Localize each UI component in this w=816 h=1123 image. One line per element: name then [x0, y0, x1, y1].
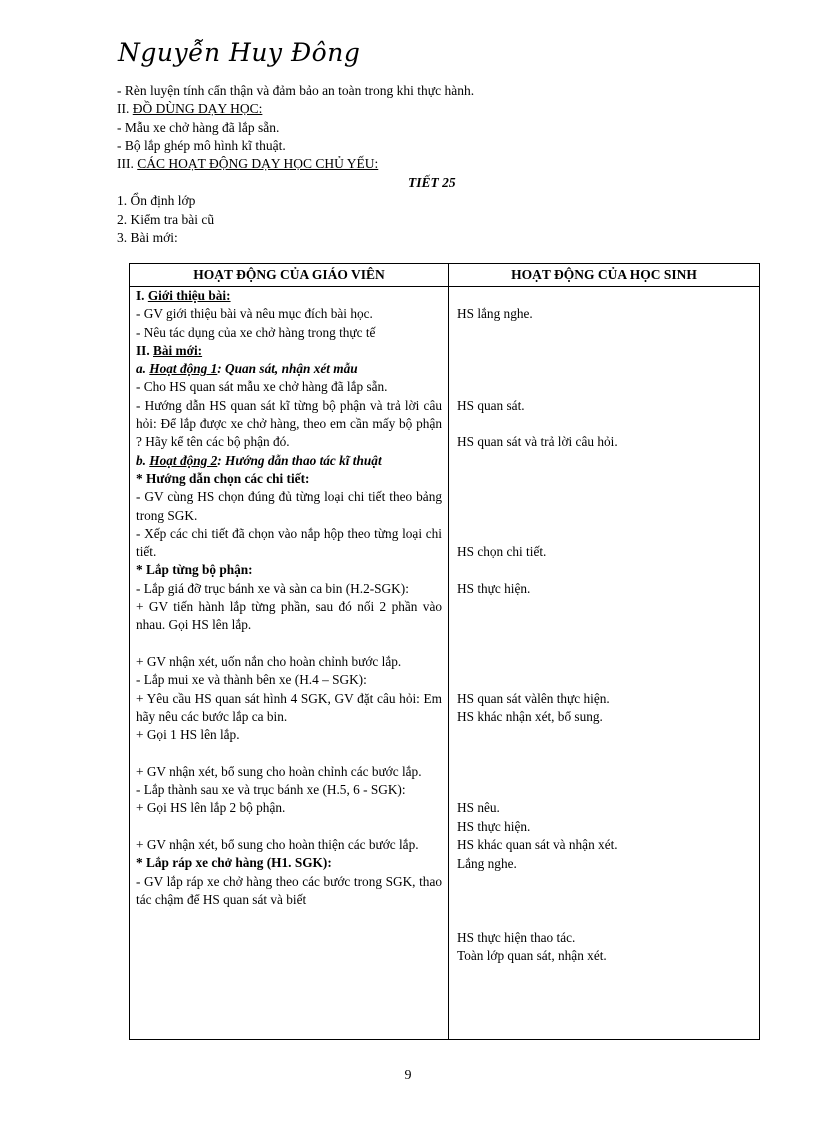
- table-row: [130, 287, 760, 1040]
- student-line: HS thực hiện thao tác.: [457, 930, 576, 945]
- activity-1-letter: a.: [136, 361, 150, 377]
- section-2-title: ĐỒ DÙNG DẠY HỌC:: [132, 101, 263, 116]
- step-3: 3. Bài mới:: [117, 230, 178, 245]
- lesson-title: TIẾT 25: [408, 175, 456, 190]
- new-lesson-number: II.: [136, 342, 153, 358]
- activity-2-letter: b.: [136, 452, 150, 468]
- material-item-2: - Bộ lắp ghép mô hình kĩ thuật.: [117, 138, 286, 153]
- teacher-line: + GV tiến hành lắp từng phần, sau đó nối 2 phần vào nhau. Gọi HS lên lắp.: [136, 599, 442, 633]
- teacher-activities: [130, 287, 449, 1040]
- teacher-line: + Yêu cầu HS quan sát hình 4 SGK, GV đặt câu hỏi: Em hãy nêu các bước lắp ca bin.: [136, 690, 442, 724]
- teacher-line: - Cho HS quan sát mẫu xe chở hàng đã lắp sẵn.: [136, 379, 388, 395]
- teacher-line: - GV giới thiệu bài và nêu mục đích bài học.: [136, 306, 373, 322]
- teacher-line: + Gọi HS lên lắp 2 bộ phận.: [136, 800, 286, 816]
- teacher-line: + Gọi 1 HS lên lắp.: [136, 727, 240, 743]
- student-line: Toàn lớp quan sát, nhận xét.: [457, 948, 607, 963]
- page-number: 9: [404, 1068, 412, 1083]
- activity-1-label: Hoạt động 1: [149, 361, 218, 377]
- student-line: HS quan sát và trả lời câu hỏi.: [457, 434, 618, 449]
- section-3-number: III.: [117, 156, 138, 171]
- teacher-line: - GV cùng HS chọn đúng đủ từng loại chi tiết theo bảng trong SGK.: [136, 489, 442, 523]
- teacher-column-header: HOẠT ĐỘNG CỦA GIÁO VIÊN: [130, 264, 449, 287]
- sub-heading: * Lắp ráp xe chở hàng (H1. SGK):: [136, 855, 332, 871]
- student-line: HS thực hiện.: [457, 581, 531, 596]
- student-column-header: HOẠT ĐỘNG CỦA HỌC SINH: [449, 264, 760, 287]
- teacher-line: - GV lắp ráp xe chở hàng theo các bước trong SGK, thao tác chậm để HS quan sát và biết: [136, 873, 442, 907]
- section-2-number: II.: [117, 101, 133, 116]
- author-signature: Nguyễn Huy Đông: [118, 38, 361, 67]
- teacher-line: - Xếp các chi tiết đã chọn vào nắp hộp theo từng loại chi tiết.: [136, 525, 442, 560]
- activity-2-label: Hoạt động 2: [149, 452, 218, 468]
- student-line: HS lắng nghe.: [457, 306, 533, 321]
- sub-heading: * Lắp từng bộ phận:: [136, 562, 253, 578]
- table-header-row: [130, 264, 760, 287]
- student-line: HS quan sát.: [457, 398, 525, 413]
- teacher-line: + GV nhận xét, bổ sung cho hoàn chỉnh các bước lắp.: [136, 763, 422, 779]
- section-3-title: CÁC HOẠT ĐỘNG DẠY HỌC CHỦ YẾU:: [137, 156, 379, 171]
- student-line: HS khác quan sát và nhận xét.: [457, 837, 618, 852]
- student-line: Lắng nghe.: [457, 856, 517, 871]
- teacher-line: - Lắp thành sau xe và trục bánh xe (H.5, 6 - SGK):: [136, 782, 406, 798]
- sub-heading: * Hướng dẫn chọn các chi tiết:: [136, 470, 310, 486]
- activity-table: [129, 263, 760, 1040]
- teacher-line: - Lắp giá đỡ trục bánh xe và sàn ca bin (H.2-SGK):: [136, 580, 409, 596]
- student-activities: [449, 287, 760, 1040]
- teacher-line: - Lắp mui xe và thành bên xe (H.4 – SGK):: [136, 672, 367, 688]
- teacher-line: + GV nhận xét, bổ sung cho hoàn thiện các bước lắp.: [136, 836, 419, 852]
- teacher-line: - Nêu tác dụng của xe chở hàng trong thực tế: [136, 324, 376, 340]
- section-2-heading: [117, 100, 262, 118]
- student-line: HS thực hiện.: [457, 819, 531, 834]
- student-line: HS quan sát vàlên thực hiện.: [457, 691, 610, 706]
- student-line: HS nêu.: [457, 800, 500, 815]
- intro-number: I.: [136, 288, 148, 303]
- step-2: 2. Kiểm tra bài cũ: [117, 212, 215, 227]
- skill-line: - Rèn luyện tính cẩn thận và đảm bảo an toàn trong khi thực hành.: [117, 83, 475, 98]
- new-lesson-heading: Bài mới:: [153, 342, 203, 358]
- section-3-heading: [117, 155, 378, 173]
- material-item-1: - Mẫu xe chở hàng đã lắp sẵn.: [117, 120, 280, 135]
- student-line: HS chọn chi tiết.: [457, 544, 547, 559]
- step-1: 1. Ổn định lớp: [117, 193, 196, 208]
- student-line: HS khác nhận xét, bổ sung.: [457, 709, 603, 724]
- teacher-line: - Hướng dẫn HS quan sát kĩ từng bộ phận và trả lời câu hỏi: Để lắp được xe chở hàng, theo em cần mấy bộ phận ? Hãy kể tên các bộ phận đó.: [136, 397, 442, 450]
- activity-2-title: : Hướng dẫn thao tác kĩ thuật: [217, 452, 382, 468]
- intro-heading: Giới thiệu bài:: [147, 288, 231, 303]
- activity-1-title: : Quan sát, nhận xét mẫu: [217, 361, 358, 377]
- teacher-line: + GV nhận xét, uốn nắn cho hoàn chỉnh bước lắp.: [136, 653, 402, 669]
